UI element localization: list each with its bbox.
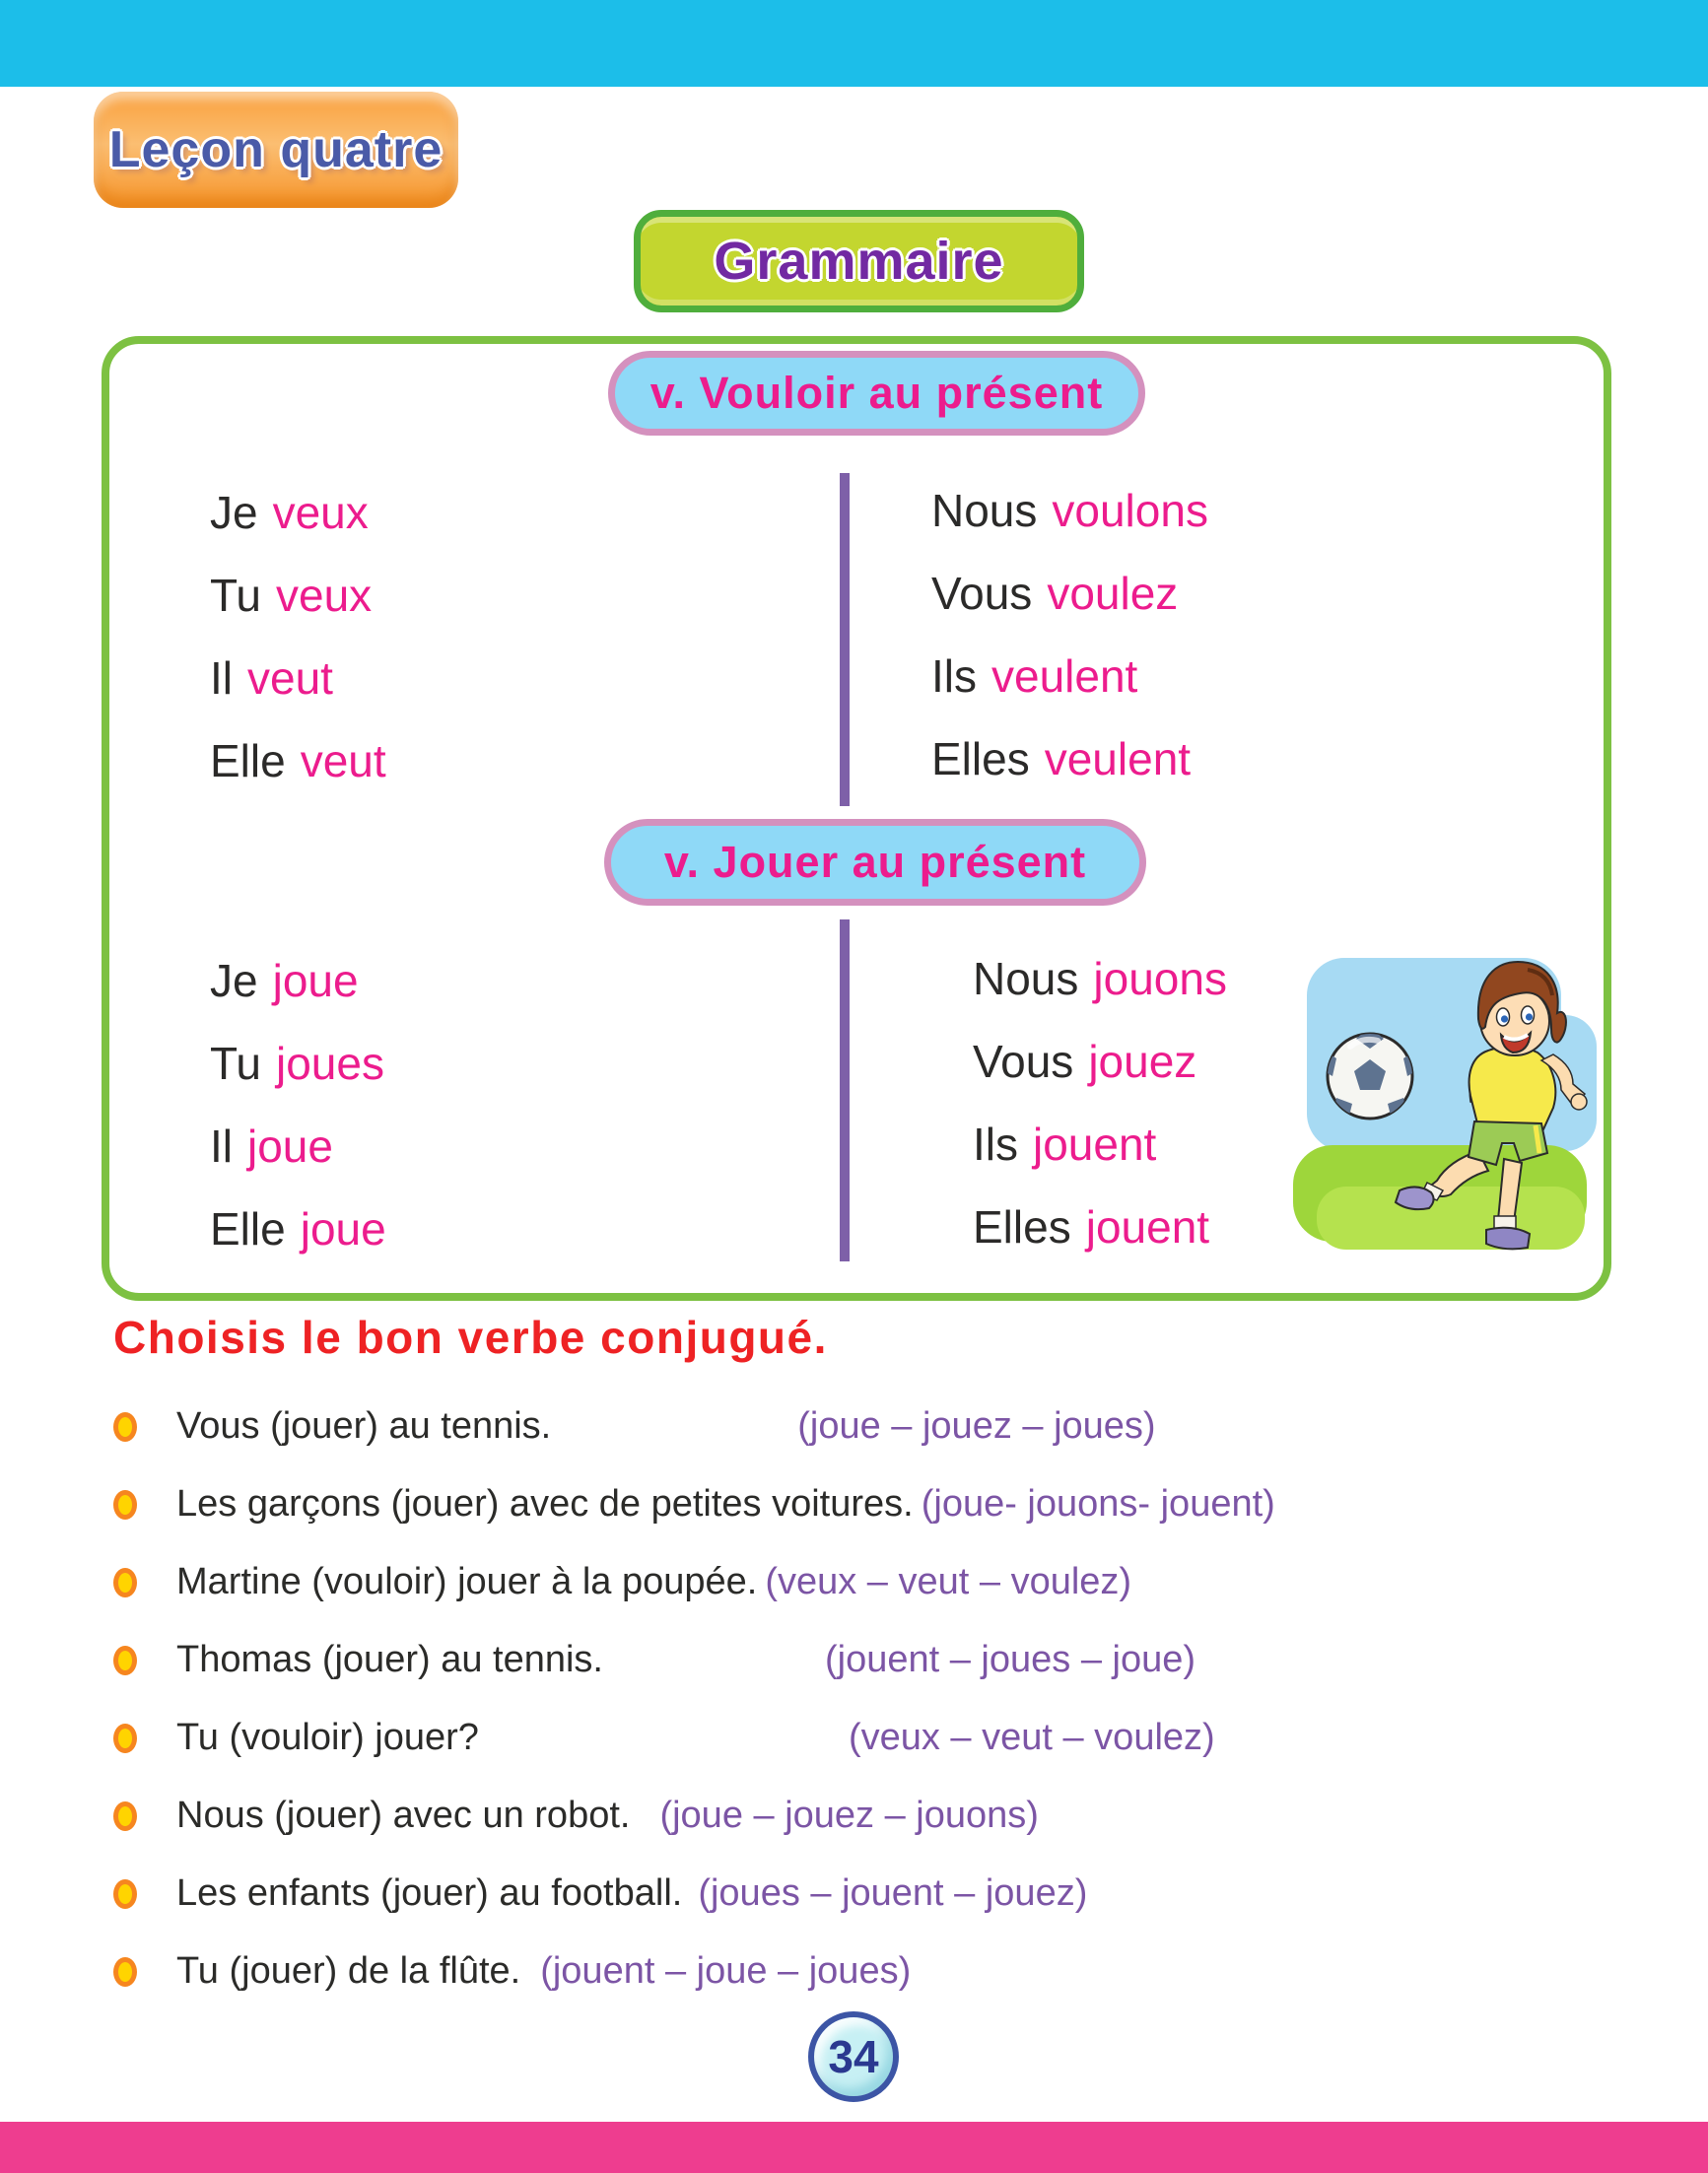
- conjugation-row: [931, 552, 1208, 635]
- exercise-row: [113, 1621, 1690, 1699]
- exercise-sentence: Martine (vouloir) jouer à la poupée.: [176, 1561, 758, 1602]
- exercise-sentence: Nous (jouer) avec un robot.: [176, 1795, 631, 1836]
- verb: joues: [275, 1038, 384, 1089]
- exercise-sentence: Tu (jouer) de la flûte.: [176, 1950, 521, 1992]
- page-number: 34: [828, 2031, 879, 2082]
- soccer-boy-illustration: [1293, 942, 1610, 1271]
- conjugation-row: [210, 1105, 386, 1188]
- exercise-sentence: Tu (vouloir) jouer?: [176, 1717, 479, 1758]
- verb: jouent: [1033, 1119, 1157, 1170]
- verb: veulent: [991, 650, 1138, 702]
- pronoun: Nous: [973, 953, 1079, 1004]
- pronoun: Il: [210, 1120, 233, 1172]
- exercise-options: (veux – veut – voulez): [848, 1717, 1215, 1758]
- pronoun: Ils: [931, 650, 977, 702]
- conjugation-row: [210, 939, 386, 1022]
- conjugation-row: [973, 937, 1227, 1020]
- exercise-heading: Choisis le bon verbe conjugué.: [113, 1312, 828, 1363]
- pronoun: Elles: [931, 733, 1030, 784]
- exercise-sentence: Les enfants (jouer) au football.: [176, 1872, 683, 1914]
- exercise-row: [113, 1465, 1690, 1543]
- bullet-icon: [113, 1957, 137, 1987]
- conjugation-row: [210, 1188, 386, 1270]
- pronoun: Elles: [973, 1201, 1071, 1253]
- exercise-options: (jouent – joue – joues): [540, 1950, 912, 1992]
- verb: joue: [247, 1120, 333, 1172]
- bullet-icon: [113, 1724, 137, 1753]
- conjugation-row: [210, 1022, 386, 1105]
- bullet-icon: [113, 1490, 137, 1520]
- subject-title-badge: [634, 210, 1084, 312]
- conjugation-row: [931, 469, 1208, 552]
- column-divider: [840, 919, 850, 1261]
- verb: voulons: [1052, 485, 1208, 536]
- pronoun: Ils: [973, 1119, 1018, 1170]
- pronoun: Je: [210, 955, 258, 1006]
- pronoun: Elle: [210, 735, 286, 786]
- verb: veut: [300, 735, 386, 786]
- bullet-icon: [113, 1568, 137, 1597]
- top-color-bar: [0, 0, 1708, 87]
- exercise-options: (joue – jouez – jouons): [659, 1795, 1039, 1836]
- conjugation-row: [973, 1103, 1227, 1186]
- conjugation-row: [931, 635, 1208, 717]
- vouloir-plural-column: [931, 469, 1208, 800]
- verb: voulez: [1047, 568, 1179, 619]
- conjugation-row: [973, 1186, 1227, 1268]
- subject-title: Grammaire: [714, 232, 1004, 291]
- verb: joue: [300, 1203, 386, 1255]
- exercise-sentence: Thomas (jouer) au tennis.: [176, 1639, 603, 1680]
- exercise-row: [113, 1855, 1690, 1933]
- exercise-row: [113, 1777, 1690, 1855]
- conjugation-row: [973, 1020, 1227, 1103]
- bullet-icon: [113, 1412, 137, 1442]
- conjugation-row: [210, 637, 386, 719]
- bottom-color-bar: [0, 2122, 1708, 2173]
- exercise-options: (joue – jouez – joues): [797, 1405, 1156, 1447]
- bullet-icon: [113, 1801, 137, 1831]
- column-divider: [840, 473, 850, 806]
- jouer-singular-column: [210, 939, 386, 1270]
- conjugation-row: [210, 719, 386, 802]
- pronoun: Vous: [931, 568, 1033, 619]
- pronoun: Elle: [210, 1203, 286, 1255]
- table-title-vouloir: [608, 351, 1145, 436]
- verb: jouez: [1088, 1036, 1197, 1087]
- bullet-icon: [113, 1879, 137, 1909]
- lesson-title: Leçon quatre: [108, 121, 444, 178]
- verb: veux: [275, 570, 373, 621]
- pronoun: Nous: [931, 485, 1038, 536]
- verb: veut: [247, 652, 333, 704]
- conjugation-row: [931, 717, 1208, 800]
- jouer-plural-column: [973, 937, 1227, 1268]
- pronoun: Tu: [210, 570, 261, 621]
- pronoun: Vous: [973, 1036, 1074, 1087]
- verb: jouons: [1093, 953, 1227, 1004]
- exercise-options: (joues – jouent – jouez): [698, 1872, 1088, 1914]
- exercise-list: [113, 1388, 1690, 2010]
- pronoun: Tu: [210, 1038, 261, 1089]
- exercise-options: (jouent – joues – joue): [824, 1639, 1196, 1680]
- table-title-text: v. Jouer au présent: [663, 837, 1087, 887]
- exercise-row: [113, 1699, 1690, 1777]
- vouloir-singular-column: [210, 471, 386, 802]
- conjugation-row: [210, 554, 386, 637]
- verb: veulent: [1044, 733, 1192, 784]
- exercise-row: [113, 1543, 1690, 1621]
- exercise-row: [113, 1388, 1690, 1465]
- exercise-row: [113, 1933, 1690, 2010]
- exercise-sentence: Les garçons (jouer) avec de petites voitures.: [176, 1483, 914, 1525]
- table-title-jouer: [604, 819, 1146, 906]
- verb: veux: [272, 487, 369, 538]
- lesson-title-badge: [94, 92, 458, 208]
- bullet-icon: [113, 1646, 137, 1675]
- page-number-badge: [808, 2011, 899, 2102]
- exercise-sentence: Vous (jouer) au tennis.: [176, 1405, 552, 1447]
- table-title-text: v. Vouloir au présent: [649, 368, 1104, 418]
- pronoun: Je: [210, 487, 258, 538]
- pronoun: Il: [210, 652, 233, 704]
- exercise-options: (veux – veut – voulez): [765, 1561, 1132, 1602]
- conjugation-row: [210, 471, 386, 554]
- verb: joue: [272, 955, 359, 1006]
- exercise-options: (joue- jouons- jouent): [921, 1483, 1275, 1525]
- verb: jouent: [1085, 1201, 1210, 1253]
